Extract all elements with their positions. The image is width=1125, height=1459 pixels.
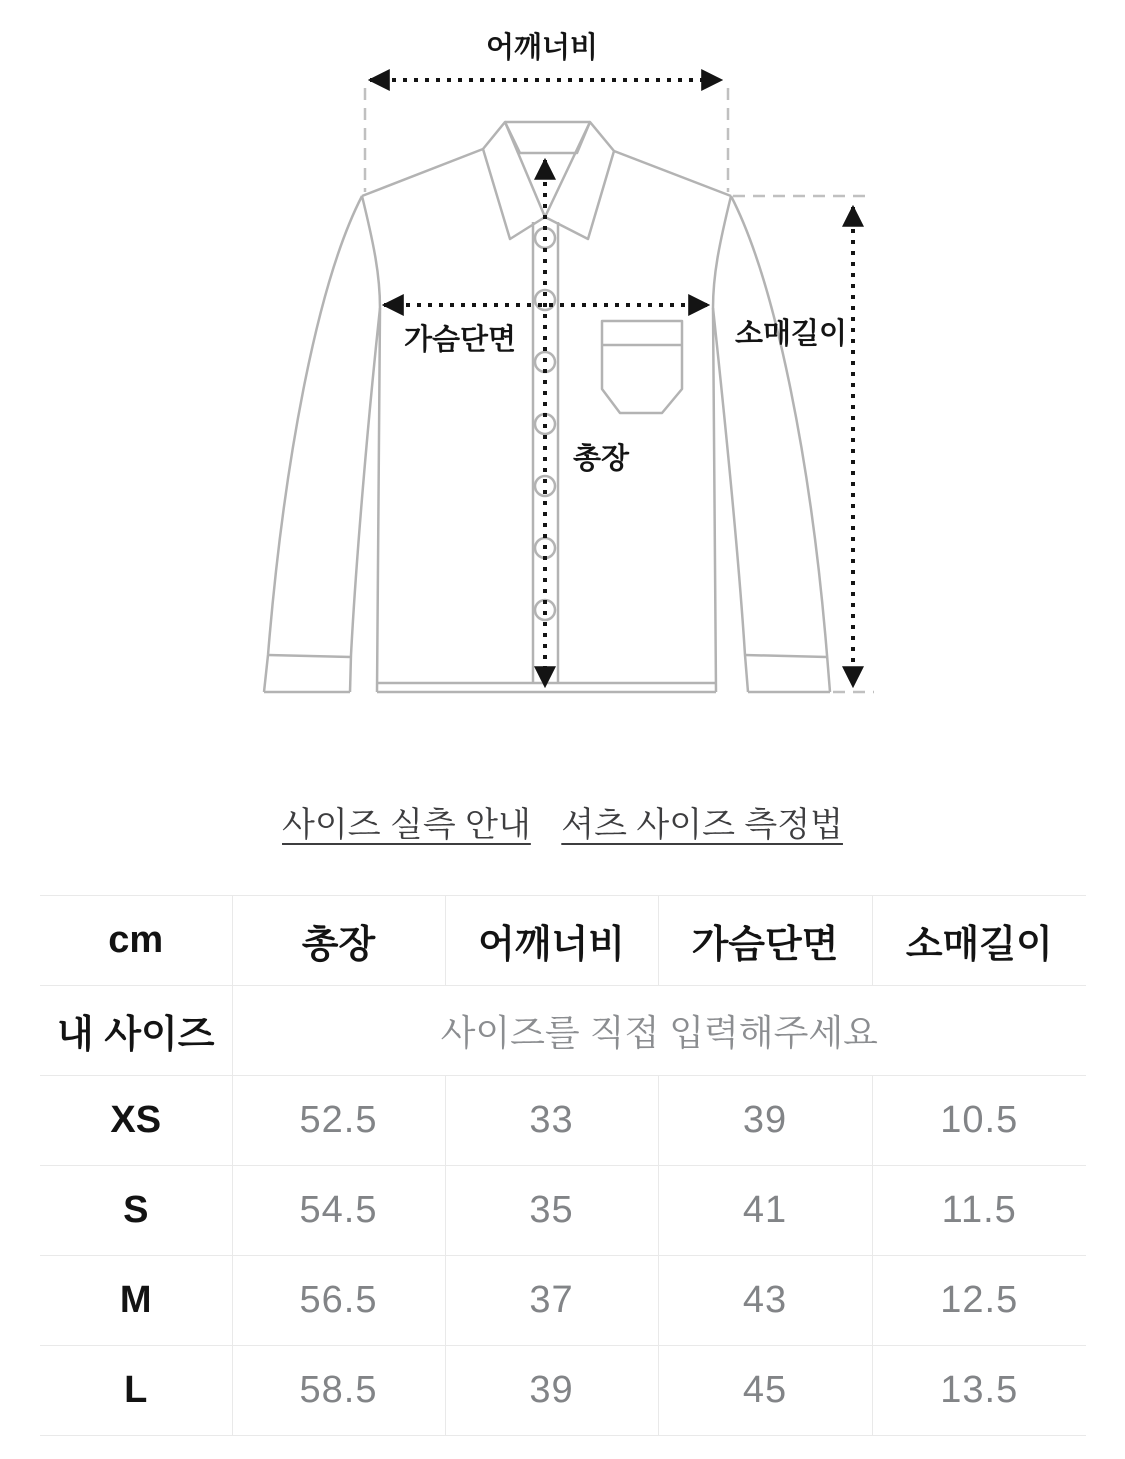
xs-sleeve-value: 10.5 (872, 1076, 1086, 1166)
column-header-length: 총장 (232, 896, 445, 986)
collar-right-flap (545, 122, 614, 239)
size-table (40, 895, 1086, 1436)
column-header-shoulder: 어깨너비 (445, 896, 658, 986)
xs-chest-value: 39 (658, 1076, 872, 1166)
l-chest-value: 45 (658, 1346, 872, 1436)
size-label-m: M (40, 1256, 232, 1346)
size-row-m (40, 1256, 1086, 1346)
size-row-l (40, 1346, 1086, 1436)
l-length-value: 58.5 (232, 1346, 445, 1436)
l-sleeve-value: 13.5 (872, 1346, 1086, 1436)
size-label-s: S (40, 1166, 232, 1256)
body-right-edge (713, 196, 731, 692)
s-chest-value: 41 (658, 1166, 872, 1256)
size-row-xs (40, 1076, 1086, 1166)
column-header-sleeve: 소매길이 (872, 896, 1086, 986)
measurement-arrows (370, 80, 853, 686)
guide-dashes (365, 88, 874, 692)
right-sleeve-inner (713, 308, 748, 692)
my-size-label: 내 사이즈 (40, 986, 232, 1076)
unit-header-cell: cm (40, 896, 232, 986)
left-sleeve-inner (350, 308, 380, 692)
m-shoulder-value: 37 (445, 1256, 658, 1346)
s-length-value: 54.5 (232, 1166, 445, 1256)
sleeve-length-label: 소매길이 (734, 318, 848, 350)
left-sleeve-outer (264, 196, 362, 692)
l-shoulder-value: 39 (445, 1346, 658, 1436)
size-label-xs: XS (40, 1076, 232, 1166)
chest-pocket (602, 321, 682, 413)
right-cuff (745, 655, 830, 692)
s-sleeve-value: 11.5 (872, 1166, 1086, 1256)
body-left-edge (362, 196, 380, 692)
xs-shoulder-value: 33 (445, 1076, 658, 1166)
m-chest-value: 43 (658, 1256, 872, 1346)
shoulder-width-label: 어깨너비 (485, 32, 599, 64)
chest-width-label: 가슴단면 (403, 324, 517, 356)
total-length-label: 총장 (572, 443, 630, 475)
hem-lines (377, 683, 716, 692)
size-row-s (40, 1166, 1086, 1256)
xs-length-value: 52.5 (232, 1076, 445, 1166)
s-shoulder-value: 35 (445, 1166, 658, 1256)
size-guide-links (0, 797, 1125, 846)
size-table-header-row (40, 896, 1086, 986)
m-length-value: 56.5 (232, 1256, 445, 1346)
my-size-row (40, 986, 1086, 1076)
my-size-input-prompt[interactable]: 사이즈를 직접 입력해주세요 (232, 986, 1086, 1076)
left-shoulder-seam (362, 149, 483, 196)
shirt-measure-method-link[interactable]: 셔츠 사이즈 측정법 (561, 806, 843, 844)
right-shoulder-seam (614, 151, 731, 196)
right-sleeve-outer (731, 196, 830, 692)
left-cuff (264, 655, 351, 692)
size-measure-guide-link[interactable]: 사이즈 실측 안내 (282, 806, 531, 844)
column-header-chest: 가슴단면 (658, 896, 872, 986)
size-label-l: L (40, 1346, 232, 1436)
m-sleeve-value: 12.5 (872, 1256, 1086, 1346)
